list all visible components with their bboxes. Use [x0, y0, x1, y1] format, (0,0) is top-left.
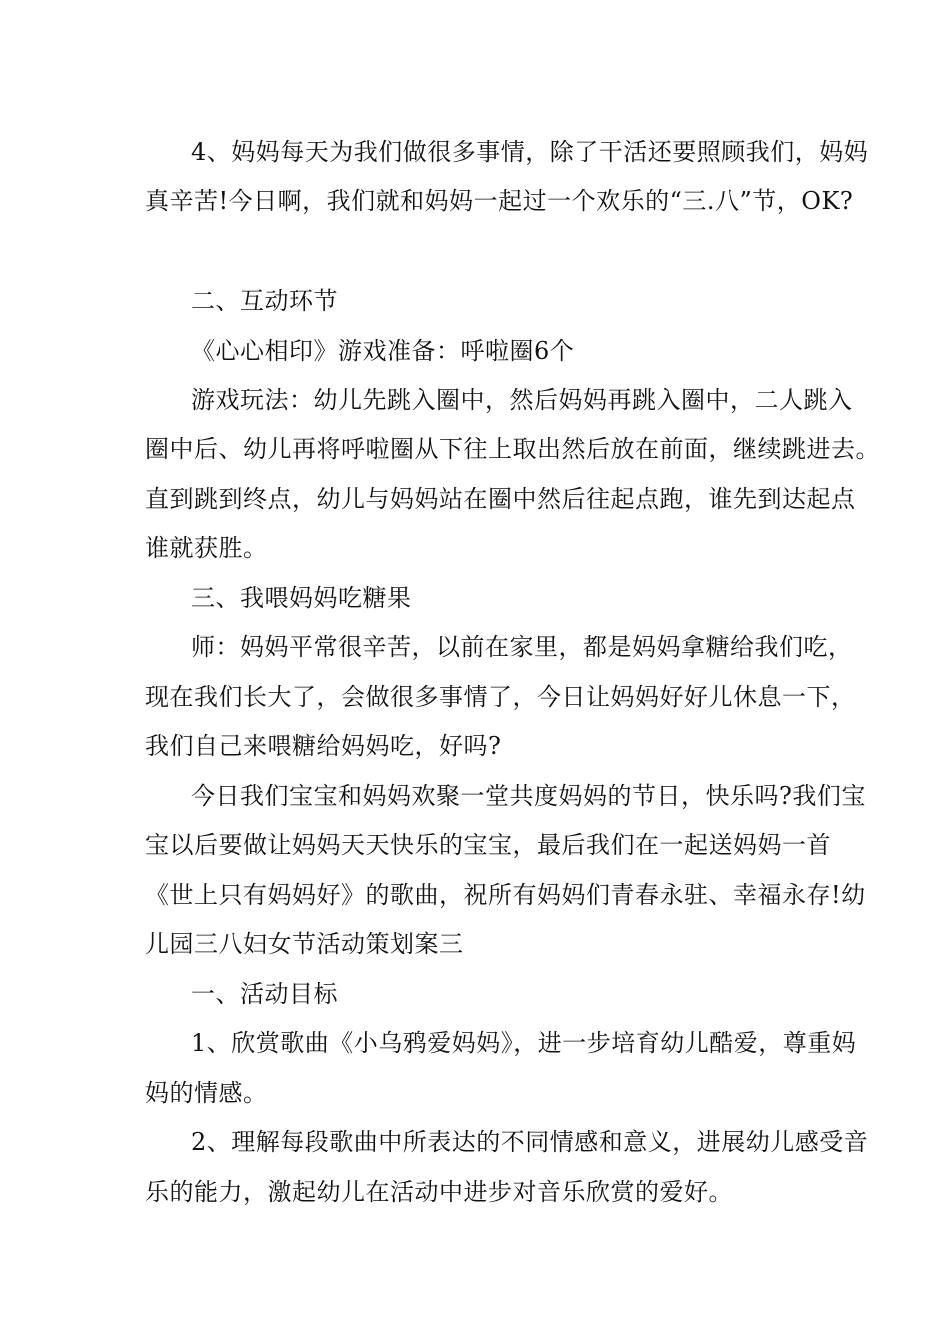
paragraph-line: 宝以后要做让妈妈天天快乐的宝宝，最后我们在一起送妈妈一首	[145, 831, 831, 859]
paragraph-line: 《世上只有妈妈好》的歌曲，祝所有妈妈们青春永驻、幸福永存!幼	[145, 881, 866, 909]
paragraph-line: 4、妈妈每天为我们做很多事情，除了干活还要照顾我们，妈妈	[191, 138, 869, 166]
paragraph-line: 圈中后、幼儿再将呼啦圈从下往上取出然后放在前面，继续跳进去。	[145, 435, 880, 463]
paragraph-line: 师：妈妈平常很辛苦，以前在家里，都是妈妈拿糖给我们吃，	[191, 633, 853, 661]
section-heading: 一、活动目标	[191, 980, 338, 1008]
paragraph-line: 1、欣赏歌曲《小乌鸦爱妈妈》，进一步培育幼儿酷爱，尊重妈	[191, 1029, 857, 1057]
paragraph-line: 《心心相印》游戏准备：呼啦圈6个	[191, 337, 575, 365]
section-heading: 二、互动环节	[191, 287, 338, 315]
section-heading: 三、我喂妈妈吃糖果	[191, 584, 412, 612]
paragraph-line: 乐的能力，激起幼儿在活动中进步对音乐欣赏的爱好。	[145, 1178, 733, 1206]
paragraph-line: 我们自己来喂糖给妈妈吃，好吗?	[145, 732, 502, 760]
paragraph-line: 真辛苦!今日啊，我们就和妈妈一起过一个欢乐的“三.八”节，OK?	[145, 187, 854, 215]
paragraph-line: 儿园三八妇女节活动策划案三	[145, 930, 464, 958]
paragraph-line: 谁就获胜。	[145, 534, 268, 562]
paragraph-line: 2、理解每段歌曲中所表达的不同情感和意义，进展幼儿感受音	[191, 1128, 869, 1156]
paragraph-line: 游戏玩法：幼儿先跳入圈中，然后妈妈再跳入圈中，二人跳入	[191, 386, 853, 414]
paragraph-line: 今日我们宝宝和妈妈欢聚一堂共度妈妈的节日，快乐吗?我们宝	[191, 782, 866, 810]
paragraph-line: 直到跳到终点，幼儿与妈妈站在圈中然后往起点跑，谁先到达起点	[145, 485, 856, 513]
paragraph-line: 现在我们长大了，会做很多事情了，今日让妈妈好好儿休息一下，	[145, 683, 856, 711]
paragraph-line: 妈的情感。	[145, 1079, 268, 1107]
